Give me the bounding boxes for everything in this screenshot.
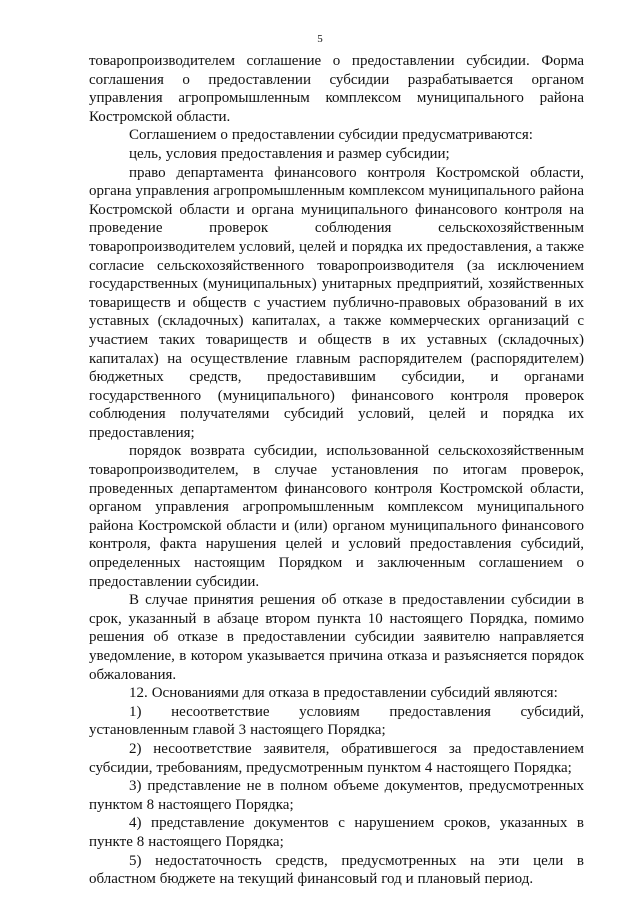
paragraph: 12. Основаниями для отказа в предоставлении субсидий являются: <box>129 685 558 702</box>
paragraph: порядок возврата субсидии, использованной сельскохозяйственным товаропроизводителем, в случае установления по итогам проверок, проведенных департаментом финансового контроля Костромской области, органом управления агропромышленным комплексом муниципального района Костромской области и (или) органом муниципального финансового контроля, факта нарушения целей и условий предоставления субсидий, определенных настоящим Порядком и заключенным соглашением о предоставлении субсидии. <box>89 443 584 590</box>
paragraph: 4) представление документов с нарушением сроков, указанных в пункте 8 настоящего Порядка; <box>89 815 584 850</box>
page-number: 5 <box>317 33 323 45</box>
paragraph: 1) несоответствие условиям предоставления субсидий, установленным главой 3 настоящего Порядка; <box>89 703 584 739</box>
paragraph: 5) недостаточность средств, предусмотренных на эти цели в областном бюджете на текущий финансовый год и плановый период. <box>89 852 584 888</box>
paragraph: В случае принятия решения об отказе в предоставлении субсидии в срок, указанный в абзаце втором пункта 10 настоящего Порядка, помимо решения об отказе в предоставлении субсидии заявителю направляется уведомление, в котором указывается причина отказа и разъясняется порядок обжалования. <box>89 592 584 683</box>
paragraph: 3) представление не в полном объеме документов, предусмотренных пунктом 8 настоящего Порядка; <box>89 778 584 813</box>
paragraph: Соглашением о предоставлении субсидии предусматриваются: <box>129 127 533 144</box>
document-body <box>89 52 584 889</box>
paragraph: цель, условия предоставления и размер субсидии; <box>129 145 450 162</box>
paragraph: право департамента финансового контроля Костромской области, органа управления агропромышленным комплексом муниципального района Костромской области и органа муниципального финансового контроля на проведение проверок соблюдения сельскохозяйственным товаропроизводителем условий, целей и порядка их предоставления, а также согласие сельскохозяйственного товаропроизводителя (за исключением государственных (муниципальных) унитарных предприятий, хозяйственных товариществ и обществ с участием публично-правовых образований в их уставных (складочных) капиталах, а также коммерческих организаций с участием таких товариществ и обществ в их уставных (складочных) капиталах) на осуществление главным распорядителем (распорядителем) бюджетных средств, предоставившим субсидии, и органами государственного (муниципального) финансового контроля проверок соблюдения получателями субсидий условий, целей и порядка их предоставления; <box>89 164 584 441</box>
paragraph: 2) несоответствие заявителя, обратившегося за предоставлением субсидии, требованиям, предусмотренным пунктом 4 настоящего Порядка; <box>89 740 584 776</box>
paragraph: товаропроизводителем соглашение о предоставлении субсидии. Форма соглашения о предоставлении субсидии разрабатывается органом управления агропромышленным комплексом муниципального района Костромской области. <box>89 53 584 125</box>
